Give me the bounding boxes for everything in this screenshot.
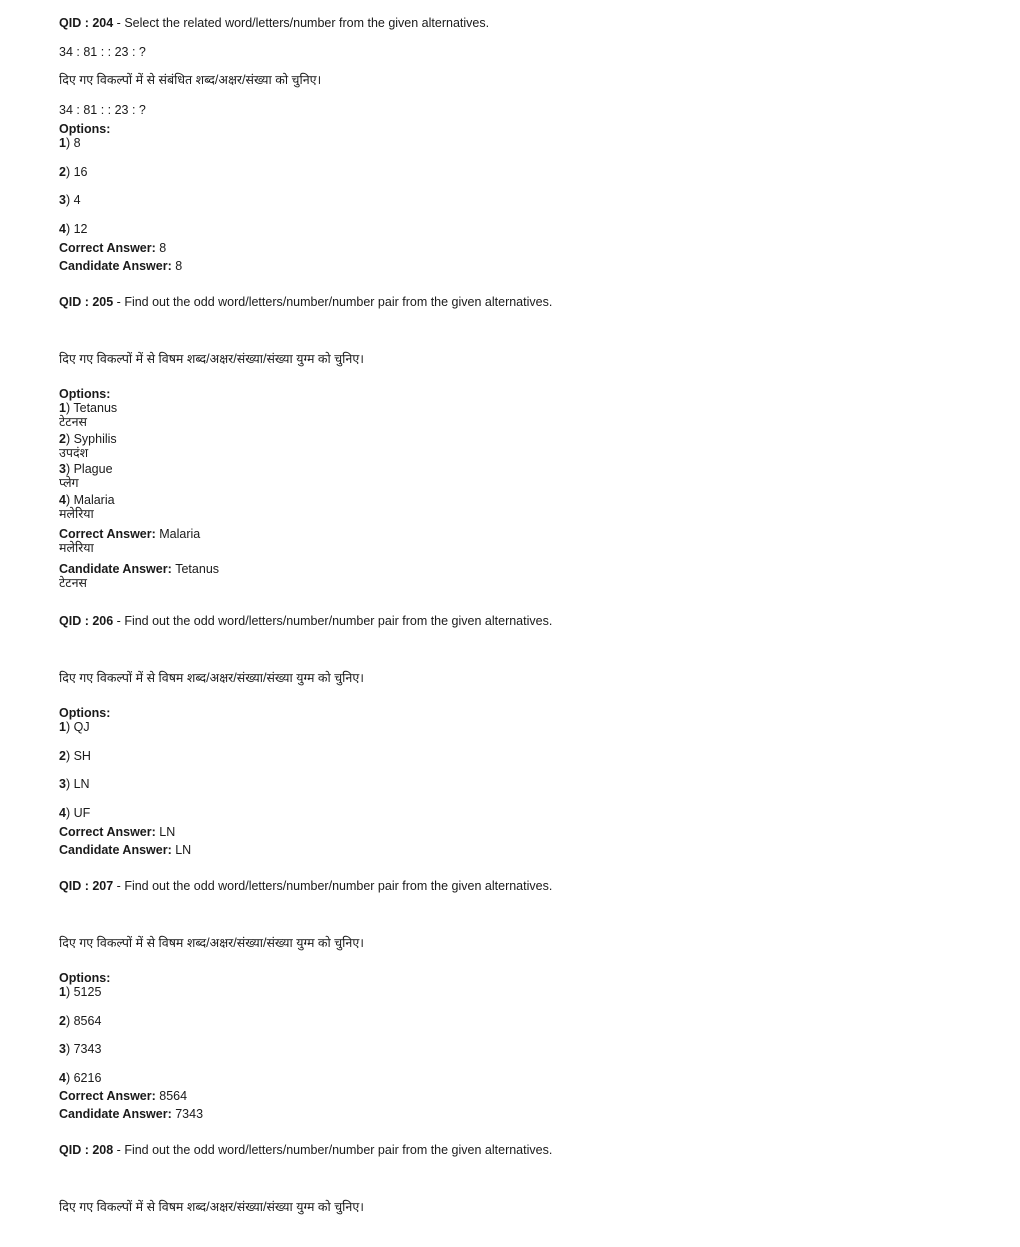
question-text-en: Find out the odd word/letters/number/number pair from the given alternatives.	[124, 879, 553, 893]
correct-answer-hi: मलेरिया	[59, 541, 94, 555]
option-item: 4) 6216	[59, 1071, 102, 1085]
question-text-hi: दिए गए विकल्पों में से विषम शब्द/अक्षर/संख्या/संख्या युग्म को चुनिए।	[59, 1200, 364, 1214]
option-item: 1) QJ	[59, 720, 90, 734]
candidate-answer: Candidate Answer: 8	[59, 259, 183, 273]
option-item: 4) Malaria	[59, 493, 115, 507]
qid-number: 204	[92, 16, 114, 30]
question-text-hi: दिए गए विकल्पों में से विषम शब्द/अक्षर/संख्या/संख्या युग्म को चुनिए।	[59, 671, 364, 685]
options-label: Options:	[59, 706, 111, 720]
question-text-en: Find out the odd word/letters/number/number pair from the given alternatives.	[124, 295, 553, 309]
question-header	[59, 16, 489, 31]
question-text-en: Select the related word/letters/number from the given alternatives.	[124, 16, 490, 30]
question-text-en: Find out the odd word/letters/number/number pair from the given alternatives.	[124, 1143, 553, 1157]
question-line-en: 34 : 81 : : 23 : ?	[59, 45, 146, 59]
candidate-answer-hi: टेटनस	[59, 576, 87, 590]
option-item: 2) SH	[59, 749, 91, 763]
option-item: 3) LN	[59, 777, 90, 791]
question-text-hi: दिए गए विकल्पों में से संबंधित शब्द/अक्षर/संख्या को चुनिए।	[59, 73, 322, 87]
qid-label: QID :	[59, 16, 93, 30]
option-item: 2) 8564	[59, 1014, 102, 1028]
question-header: QID : 206 - Find out the odd word/letters/number/number pair from the given alternatives.	[59, 614, 553, 628]
options-label: Options:	[59, 971, 111, 985]
option-item: 1) 8	[59, 136, 81, 150]
question-text-hi: दिए गए विकल्पों में से विषम शब्द/अक्षर/संख्या/संख्या युग्म को चुनिए।	[59, 936, 364, 950]
option-item-hi: मलेरिया	[59, 507, 94, 521]
question-text-hi: दिए गए विकल्पों में से विषम शब्द/अक्षर/संख्या/संख्या युग्म को चुनिए।	[59, 352, 364, 366]
correct-answer: Correct Answer: 8	[59, 241, 167, 255]
separator: -	[113, 16, 125, 30]
option-item: 3) 4	[59, 193, 81, 207]
option-item: 1) 5125	[59, 985, 102, 999]
candidate-answer: Candidate Answer: LN	[59, 843, 192, 857]
option-item-hi: टेटनस	[59, 415, 87, 429]
option-item-hi: उपदंश	[59, 446, 89, 460]
question-header: QID : 205 - Find out the odd word/letters/number/number pair from the given alternatives.	[59, 295, 553, 309]
option-item: 2) 16	[59, 165, 88, 179]
options-label: Options:	[59, 387, 111, 401]
option-item: 3) Plague	[59, 462, 113, 476]
option-item: 1) Tetanus	[59, 401, 118, 415]
option-item: 4) UF	[59, 806, 91, 820]
candidate-answer: Candidate Answer: 7343	[59, 1107, 204, 1121]
candidate-answer: Candidate Answer: Tetanus	[59, 562, 220, 576]
correct-answer: Correct Answer: Malaria	[59, 527, 201, 541]
question-text-en: Find out the odd word/letters/number/number pair from the given alternatives.	[124, 614, 553, 628]
option-item-hi: प्लेग	[59, 476, 79, 490]
question-header: QID : 208 - Find out the odd word/letters/number/number pair from the given alternatives.	[59, 1143, 553, 1157]
correct-answer: Correct Answer: LN	[59, 825, 176, 839]
question-header: QID : 207 - Find out the odd word/letters/number/number pair from the given alternatives.	[59, 879, 553, 893]
correct-answer: Correct Answer: 8564	[59, 1089, 188, 1103]
option-item: 4) 12	[59, 222, 88, 236]
options-label: Options:	[59, 122, 111, 136]
option-item: 2) Syphilis	[59, 432, 117, 446]
option-item: 3) 7343	[59, 1042, 102, 1056]
question-line-hi: 34 : 81 : : 23 : ?	[59, 103, 146, 117]
